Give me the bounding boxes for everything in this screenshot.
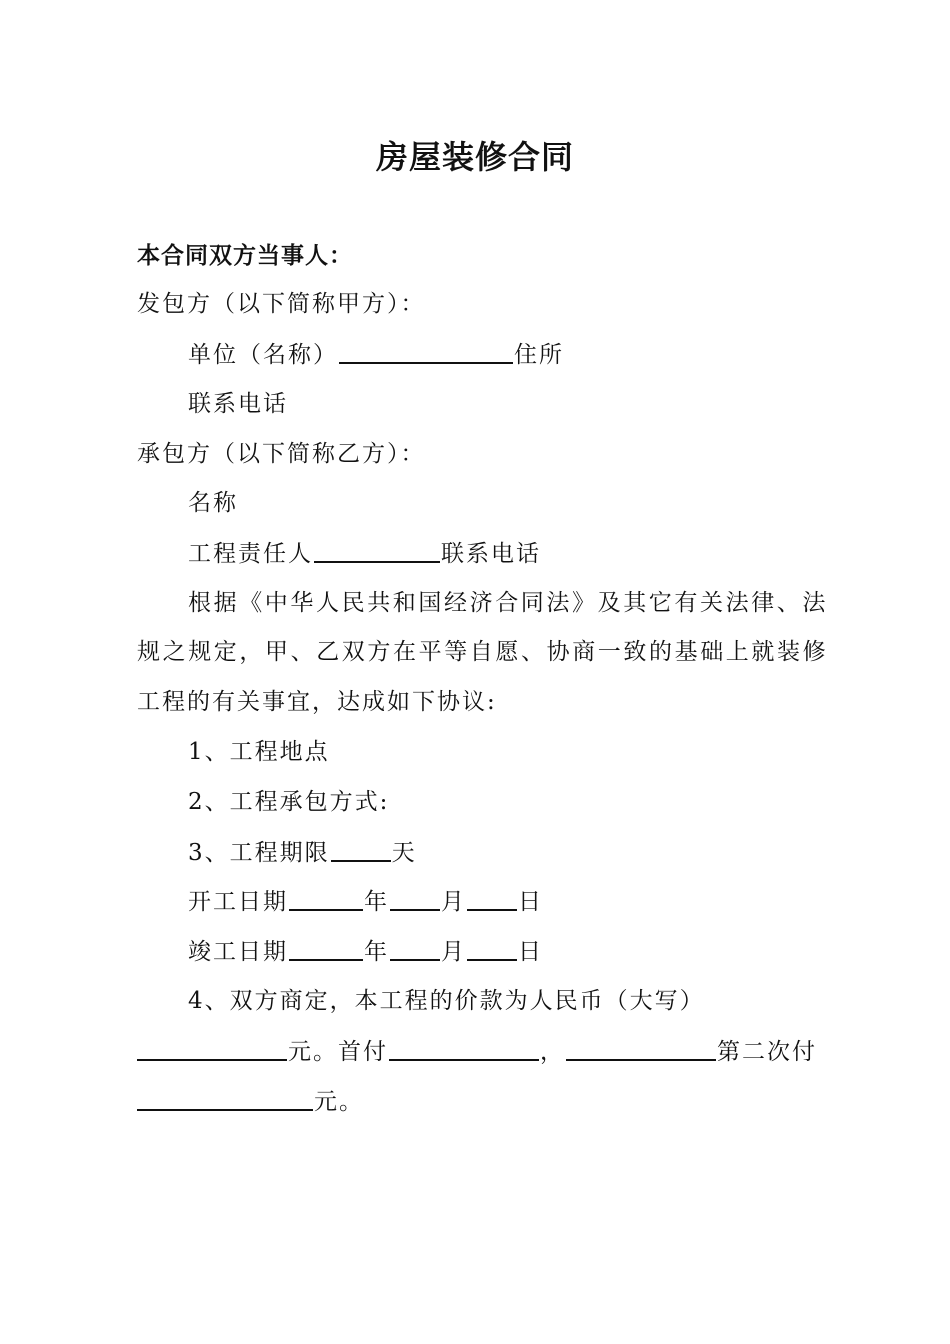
party-b-heading: 承包方（以下简称乙方）： (137, 441, 426, 467)
payment-line (137, 1033, 827, 1069)
clause-1: 1、工程地点 (188, 739, 330, 765)
yuan-end-label: 元。 (314, 1089, 364, 1115)
end-date-label: 竣工日期 (188, 939, 288, 965)
unit-name-blank[interactable] (339, 336, 513, 364)
parties-heading: 本合同双方当事人： (137, 243, 353, 269)
end-year-label: 年 (364, 939, 389, 965)
second-payment-blank[interactable] (137, 1083, 313, 1111)
clause-3-suffix: 天 (391, 840, 417, 866)
party-b-name-label: 名称 (188, 490, 238, 516)
start-day-label: 日 (518, 889, 543, 915)
start-day-blank[interactable] (467, 883, 517, 911)
end-day-label: 日 (518, 939, 543, 965)
first-payment-blank[interactable] (389, 1033, 539, 1061)
start-month-label: 月 (441, 889, 466, 915)
end-day-blank[interactable] (467, 933, 517, 961)
unit-label: 单位（名称） (188, 342, 338, 368)
start-date-line (188, 883, 828, 919)
second-payment-label: 第二次付 (717, 1039, 817, 1065)
party-b-manager-line (188, 535, 828, 571)
start-year-label: 年 (364, 889, 389, 915)
clause-3-prefix: 3、工程期限 (188, 840, 330, 866)
final-payment-line (137, 1083, 827, 1119)
end-month-label: 月 (441, 939, 466, 965)
preamble-line-2: 规之规定，甲、乙双方在平等自愿、协商一致的基础上就装修 (137, 639, 829, 665)
clause-2: 2、工程承包方式: (188, 789, 390, 815)
payment-comma: ， (540, 1039, 565, 1065)
clause-3-line (188, 834, 828, 870)
preamble-line-3: 工程的有关事宜，达成如下协议: (137, 689, 497, 715)
duration-blank[interactable] (331, 834, 391, 862)
clause-4: 4、双方商定，本工程的价款为人民币（大写） (188, 988, 705, 1014)
party-a-phone-label: 联系电话 (188, 391, 288, 417)
payment-blank-2[interactable] (566, 1033, 716, 1061)
address-label: 住所 (514, 342, 564, 368)
party-a-heading: 发包方（以下简称甲方）： (137, 291, 426, 317)
manager-label: 工程责任人 (188, 541, 313, 567)
end-date-line (188, 933, 828, 969)
preamble-line-1: 根据《中华人民共和国经济合同法》及其它有关法律、法 (188, 590, 828, 616)
start-date-label: 开工日期 (188, 889, 288, 915)
total-price-blank[interactable] (137, 1033, 287, 1061)
end-year-blank[interactable] (289, 933, 363, 961)
manager-blank[interactable] (314, 535, 440, 563)
party-b-phone-label: 联系电话 (441, 541, 541, 567)
party-a-unit-line (188, 336, 828, 372)
document-title: 房屋装修合同 (375, 138, 574, 176)
start-month-blank[interactable] (390, 883, 440, 911)
start-year-blank[interactable] (289, 883, 363, 911)
end-month-blank[interactable] (390, 933, 440, 961)
yuan-first-label: 元。首付 (288, 1039, 388, 1065)
